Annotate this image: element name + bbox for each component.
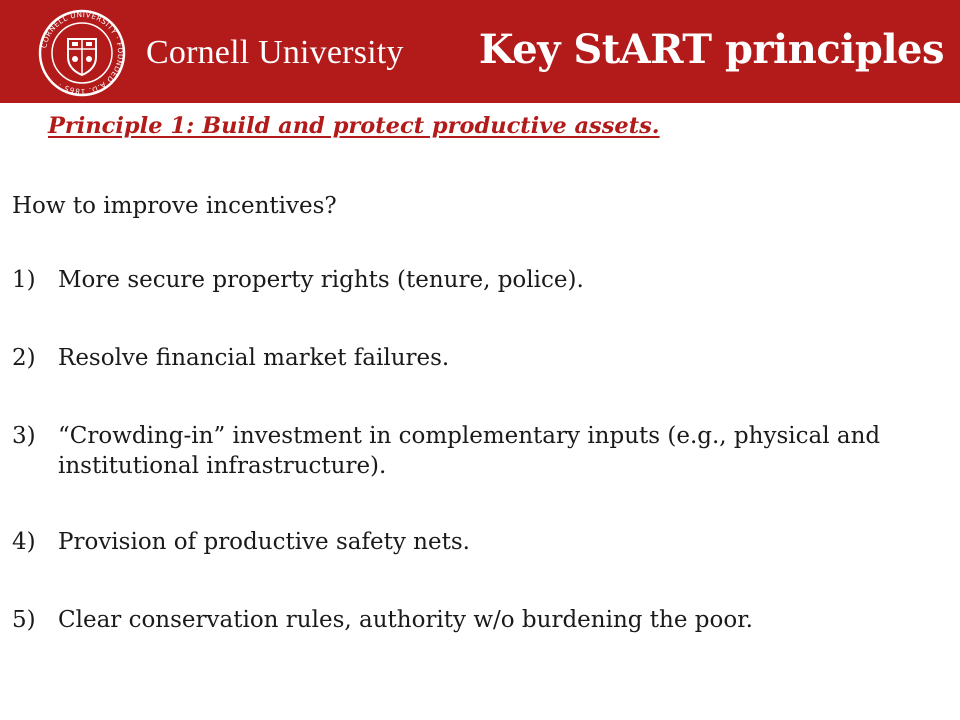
cornell-seal-logo	[38, 9, 126, 97]
list-item-text: Clear conservation rules, authority w/o burdening the poor.	[58, 607, 753, 633]
header-bar	[0, 0, 960, 103]
list-item-number: 1)	[12, 267, 36, 293]
list-item-number: 5)	[12, 607, 36, 633]
list-item-text: Resolve financial market failures.	[58, 345, 450, 371]
list-item-text: Provision of productive safety nets.	[58, 529, 470, 555]
list-item-text: “Crowding-in” investment in complementary inputs (e.g., physical and institutional infrastructure).	[58, 423, 881, 479]
university-name: Cornell University	[146, 34, 404, 71]
principle-heading: Principle 1: Build and protect productive assets.	[48, 113, 660, 139]
svg-text:CORNELL UNIVERSITY · FOUNDED A: CORNELL UNIVERSITY · FOUNDED A.D. 1865 ·	[39, 9, 126, 97]
list-item-number: 4)	[12, 529, 36, 555]
slide-title: Key StART principles	[478, 26, 944, 73]
list-item-number: 3)	[12, 423, 36, 449]
intro-question: How to improve incentives?	[12, 193, 337, 219]
list-item-number: 2)	[12, 345, 36, 371]
list-item-text: More secure property rights (tenure, police).	[58, 267, 584, 293]
